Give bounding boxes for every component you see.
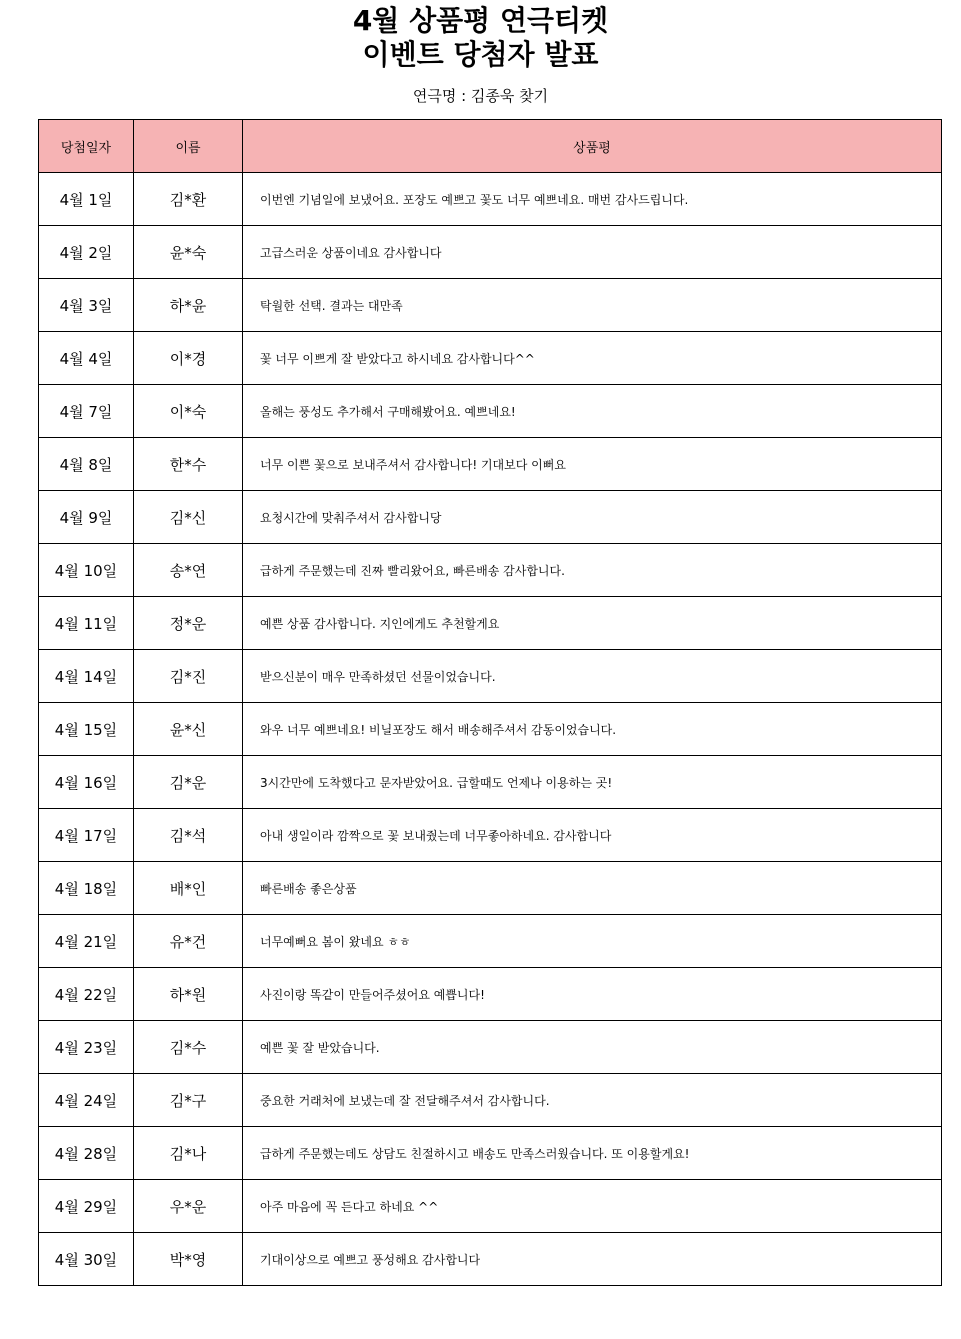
winner-date: 4월 17일 xyxy=(39,809,134,862)
winner-date: 4월 14일 xyxy=(39,650,134,703)
column-header-date: 당첨일자 xyxy=(39,120,134,173)
winner-review: 이번엔 기념일에 보냈어요. 포장도 예쁘고 꽃도 너무 예쁘네요. 매번 감사드립니다. xyxy=(243,173,942,226)
winner-name: 이*숙 xyxy=(134,385,243,438)
winner-date: 4월 10일 xyxy=(39,544,134,597)
table-row xyxy=(39,544,942,597)
winner-name: 김*석 xyxy=(134,809,243,862)
winner-name: 김*수 xyxy=(134,1021,243,1074)
winner-date: 4월 11일 xyxy=(39,597,134,650)
winner-date: 4월 23일 xyxy=(39,1021,134,1074)
table-row xyxy=(39,1180,942,1233)
winner-review: 요청시간에 맞춰주셔서 감사합니당 xyxy=(243,491,942,544)
table-row xyxy=(39,597,942,650)
table-row xyxy=(39,279,942,332)
winner-name: 김*진 xyxy=(134,650,243,703)
table-row xyxy=(39,756,942,809)
winner-date: 4월 28일 xyxy=(39,1127,134,1180)
winner-date: 4월 18일 xyxy=(39,862,134,915)
table-row xyxy=(39,1127,942,1180)
winner-review: 예쁜 상품 감사합니다. 지인에게도 추천할게요 xyxy=(243,597,942,650)
winner-name: 박*영 xyxy=(134,1233,243,1286)
table-row xyxy=(39,650,942,703)
winner-name: 김*환 xyxy=(134,173,243,226)
winner-date: 4월 9일 xyxy=(39,491,134,544)
table-row xyxy=(39,809,942,862)
winner-name: 김*구 xyxy=(134,1074,243,1127)
winner-name: 정*운 xyxy=(134,597,243,650)
winner-review: 너무예뻐요 봄이 왔네요 ㅎㅎ xyxy=(243,915,942,968)
winner-review: 아주 마음에 꼭 든다고 하네요 ^^ xyxy=(243,1180,942,1233)
table-row xyxy=(39,915,942,968)
winner-review: 받으신분이 매우 만족하셨던 선물이었습니다. xyxy=(243,650,942,703)
table-row xyxy=(39,385,942,438)
winner-name: 하*윤 xyxy=(134,279,243,332)
table-row xyxy=(39,862,942,915)
winner-date: 4월 15일 xyxy=(39,703,134,756)
winner-name: 송*연 xyxy=(134,544,243,597)
winners-table xyxy=(38,119,942,1286)
winner-review: 아내 생일이라 깜짝으로 꽃 보내줬는데 너무좋아하네요. 감사합니다 xyxy=(243,809,942,862)
winner-review: 기대이상으로 예쁘고 풍성해요 감사합니다 xyxy=(243,1233,942,1286)
winner-review: 예쁜 꽃 잘 받았습니다. xyxy=(243,1021,942,1074)
winner-date: 4월 22일 xyxy=(39,968,134,1021)
table-row xyxy=(39,332,942,385)
winner-name: 윤*신 xyxy=(134,703,243,756)
page-title-line1: 4월 상품평 연극티켓 xyxy=(352,4,609,37)
winner-name: 한*수 xyxy=(134,438,243,491)
page-title-line2: 이벤트 당첨자 발표 xyxy=(362,38,599,71)
winner-date: 4월 16일 xyxy=(39,756,134,809)
winner-review: 꽃 너무 이쁘게 잘 받았다고 하시네요 감사합니다^^ xyxy=(243,332,942,385)
winner-review: 와우 너무 예쁘네요! 비닐포장도 해서 배송해주셔서 감동이었습니다. xyxy=(243,703,942,756)
column-header-review: 상품평 xyxy=(243,120,942,173)
winner-date: 4월 2일 xyxy=(39,226,134,279)
winner-review: 고급스러운 상품이네요 감사합니다 xyxy=(243,226,942,279)
table-row xyxy=(39,703,942,756)
winner-review: 급하게 주문했는데도 상담도 친절하시고 배송도 만족스러웠습니다. 또 이용할게요! xyxy=(243,1127,942,1180)
winner-date: 4월 1일 xyxy=(39,173,134,226)
table-row xyxy=(39,968,942,1021)
winner-review: 빠른배송 좋은상품 xyxy=(243,862,942,915)
winner-date: 4월 4일 xyxy=(39,332,134,385)
winner-date: 4월 8일 xyxy=(39,438,134,491)
winner-date: 4월 30일 xyxy=(39,1233,134,1286)
winner-date: 4월 7일 xyxy=(39,385,134,438)
winner-name: 하*원 xyxy=(134,968,243,1021)
column-header-name: 이름 xyxy=(134,120,243,173)
winner-review: 사진이랑 똑같이 만들어주셨어요 예쁩니다! xyxy=(243,968,942,1021)
winner-review: 급하게 주문했는데 진짜 빨리왔어요, 빠른배송 감사합니다. xyxy=(243,544,942,597)
winner-review: 탁월한 선택. 결과는 대만족 xyxy=(243,279,942,332)
winner-name: 김*신 xyxy=(134,491,243,544)
winner-review: 올해는 풍성도 추가해서 구매해봤어요. 예쁘네요! xyxy=(243,385,942,438)
winner-name: 유*건 xyxy=(134,915,243,968)
winner-name: 김*운 xyxy=(134,756,243,809)
play-name: 연극명 : 김종욱 찾기 xyxy=(412,87,549,105)
table-row xyxy=(39,226,942,279)
table-row xyxy=(39,1233,942,1286)
winner-name: 윤*숙 xyxy=(134,226,243,279)
winner-review: 3시간만에 도착했다고 문자받았어요. 급할때도 언제나 이용하는 곳! xyxy=(243,756,942,809)
winner-date: 4월 3일 xyxy=(39,279,134,332)
winner-date: 4월 24일 xyxy=(39,1074,134,1127)
winner-date: 4월 21일 xyxy=(39,915,134,968)
winner-review: 중요한 거래처에 보냈는데 잘 전달해주셔서 감사합니다. xyxy=(243,1074,942,1127)
winner-name: 배*인 xyxy=(134,862,243,915)
winner-review: 너무 이쁜 꽃으로 보내주셔서 감사합니다! 기대보다 이뻐요 xyxy=(243,438,942,491)
table-row xyxy=(39,1074,942,1127)
winner-name: 이*경 xyxy=(134,332,243,385)
table-header-row xyxy=(39,120,942,173)
table-row xyxy=(39,173,942,226)
winner-date: 4월 29일 xyxy=(39,1180,134,1233)
winner-name: 김*나 xyxy=(134,1127,243,1180)
table-row xyxy=(39,1021,942,1074)
table-row xyxy=(39,438,942,491)
winner-name: 우*운 xyxy=(134,1180,243,1233)
table-row xyxy=(39,491,942,544)
